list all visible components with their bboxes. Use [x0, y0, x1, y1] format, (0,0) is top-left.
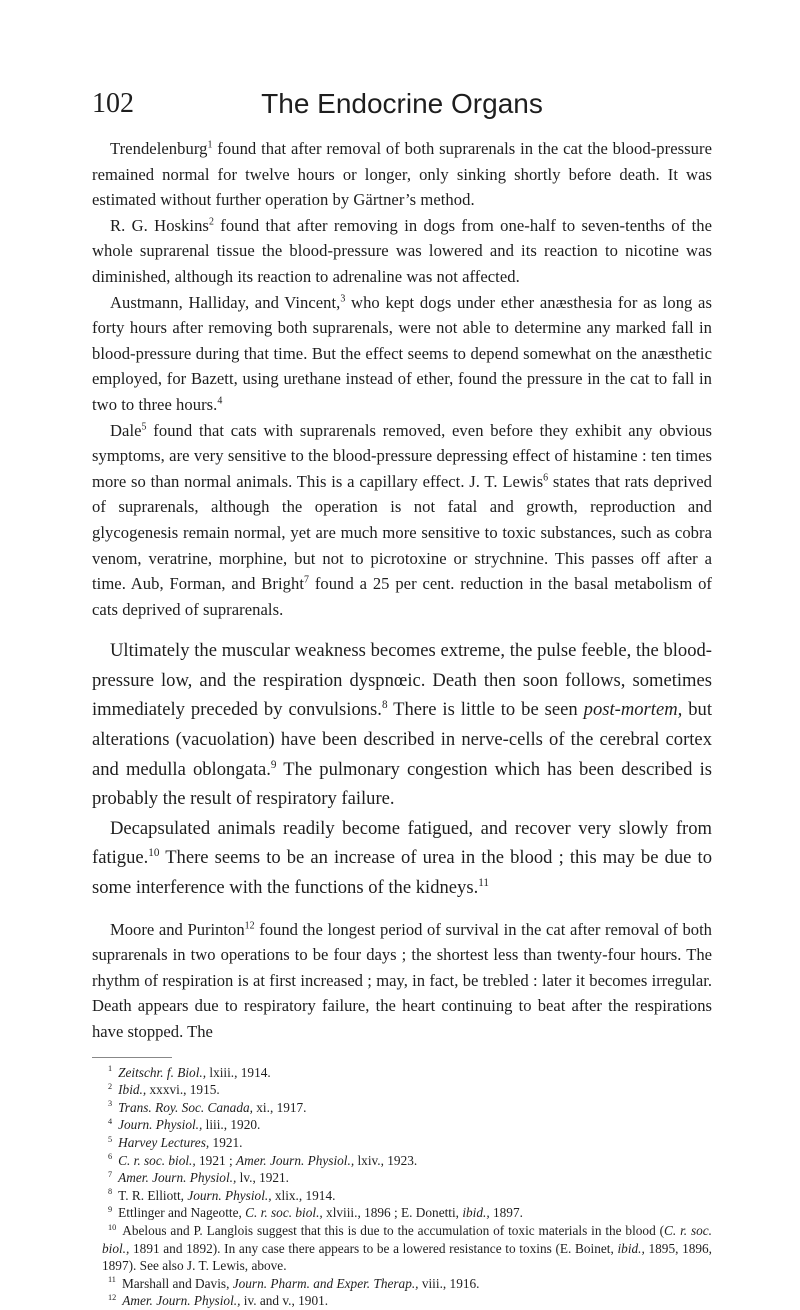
footnote-5: 5 Harvey Lectures, 1921.: [108, 1134, 243, 1150]
book-page: [92, 86, 712, 1310]
small-type-section: [92, 136, 712, 622]
small-type-section-2: [92, 917, 712, 1045]
paragraph-hoskins: R. G. Hoskins$^2$ found that after removing in dogs from one-half to seven-tenths of the whole suprarenal tissue the blood-pressure was lowered and its reaction to nicotine was diminished, although its reaction to adrenaline was not affected.: [92, 215, 713, 286]
page-number: 102: [92, 88, 134, 119]
footnote-6: 6 C. r. soc. biol., 1921 ; Amer. Journ. Physiol., lxiv., 1923.: [108, 1152, 418, 1168]
page-header: [92, 86, 712, 136]
footnote-ref: 4: [217, 395, 223, 407]
footnote-8: 8 T. R. Elliott, Journ. Physiol., xlix., 1914.: [108, 1187, 336, 1203]
footnote-ref: 8: [381, 699, 388, 712]
footnote-1: 1 Zeitschr. f. Biol., lxiii., 1914.: [108, 1064, 271, 1080]
large-type-section: [92, 636, 712, 902]
footnote-10: 10 Abelous and P. Langlois suggest that this is due to the accumulation of toxic materials in the blood (C. r. soc. biol., 1891 and 1892). In any case there appears to be a lowered resistance to toxins (E. Boinet, ibid., 1895, 1896, 1897). See also J. T. Lewis, above.: [102, 1222, 713, 1274]
footnote-3: 3 Trans. Roy. Soc. Canada, xi., 1917.: [108, 1099, 307, 1115]
footnotes: [92, 1064, 712, 1310]
paragraph-austmann: Austmann, Halliday, and Vincent,$^3$ who kept dogs under ether anæsthesia for as long as forty hours after removing both suprarenals, were not able to determine any marked fall in blood-pressure during that time. But the effect seems to depend somewhat on the anæsthetic employed, for Bazett, using urethane instead of ether, found the pressure in the cat to fall in two to three hours.$^4$: [92, 292, 712, 414]
footnote-7: 7 Amer. Journ. Physiol., lv., 1921.: [108, 1169, 290, 1186]
footnote-9: 9 Ettlinger and Nageotte, C. r. soc. biol., xlviii., 1896 ; E. Donetti, ibid., 1897.: [108, 1204, 523, 1221]
footnote-11: 11 Marshall and Davis, Journ. Pharm. and Exper. Therap., viii., 1916.: [108, 1275, 480, 1291]
footnote-ref: 5: [141, 421, 147, 432]
running-title: The Endocrine Organs: [261, 88, 543, 119]
footnote-ref: 3: [340, 293, 346, 305]
footnote-2: 2 Ibid., xxxvi., 1915.: [108, 1081, 220, 1098]
footnote-ref: 2: [208, 216, 214, 228]
footnote-ref: 7: [304, 574, 310, 586]
footnote-4: 4 Journ. Physiol., liii., 1920.: [108, 1116, 261, 1133]
footnote-12: 12 Amer. Journ. Physiol., iv. and v., 1901.: [108, 1292, 329, 1309]
paragraph-dale: Dale$^5$ found that cats with suprarenals removed, even before they exhibit any obvious symptoms, are very sensitive to the blood-pressure depressing effect of histamine : ten times more so than normal animals. This is a capillary effect. J. T. Lewis$^6$ states that rats deprived of suprarenals, although the operation is not fatal and growth, reproduction and glycogenesis remain normal, yet are much more sensitive to toxic substances, such as cobra venom, veratrine, morphine, but not to picrotoxine or strychnine. This passes off after a time. Aub, Forman, and Bright$^7$ found a 25 per cent. reduction in the basal metabolism of cats deprived of suprarenals.: [92, 420, 712, 619]
paragraph-trendelenburg: Trendelenburg$^1$ found that after removal of both suprarenals in the cat the blood-pressure remained normal for twelve hours or longer, only sinking shortly before death. It was estimated without further operation by Gärtner’s method.: [92, 139, 712, 210]
footnote-ref: 11: [478, 876, 489, 889]
paragraph-moore-purinton: Moore and Purinton$^{12}$ found the longest period of survival in the cat after removal of both suprarenals in two operations to be four days ; the shortest less than twenty-four hours. The rhythm of respiration is at first increased ; may, in fact, be trebled : later it becomes irregular. Death appears due to respiratory failure, the heart continuing to beat after the respirations have stopped. The: [92, 919, 712, 1041]
footnote-ref: 9: [270, 758, 277, 771]
footnote-ref: 6: [543, 472, 549, 484]
paragraph-decapsulated: Decapsulated animals readily become fatigued, and recover very slowly from fatigue.$^{10}$ There seems to be an increase of urea in the blood ; this may be due to some interference with the functions of the kidneys.$^{11}$: [92, 817, 712, 899]
footnote-rule: [92, 1057, 172, 1058]
footnote-ref: 1: [207, 139, 213, 151]
footnote-ref: 12: [244, 920, 255, 932]
paragraph-ultimately: Ultimately the muscular weakness becomes extreme, the pulse feeble, the blood-pressure low, and the respiration dyspnœic. Death then soon follows, sometimes immediately preceded by convulsions.$^8$ There is little to be seen post-mortem, but alterations (vacuolation) have been described in nerve-cells of the cerebral cortex and medulla oblongata.$^9$ The pulmonary congestion which has been described is probably the result of respiratory failure.: [92, 640, 712, 810]
footnote-ref: 10: [148, 847, 160, 860]
